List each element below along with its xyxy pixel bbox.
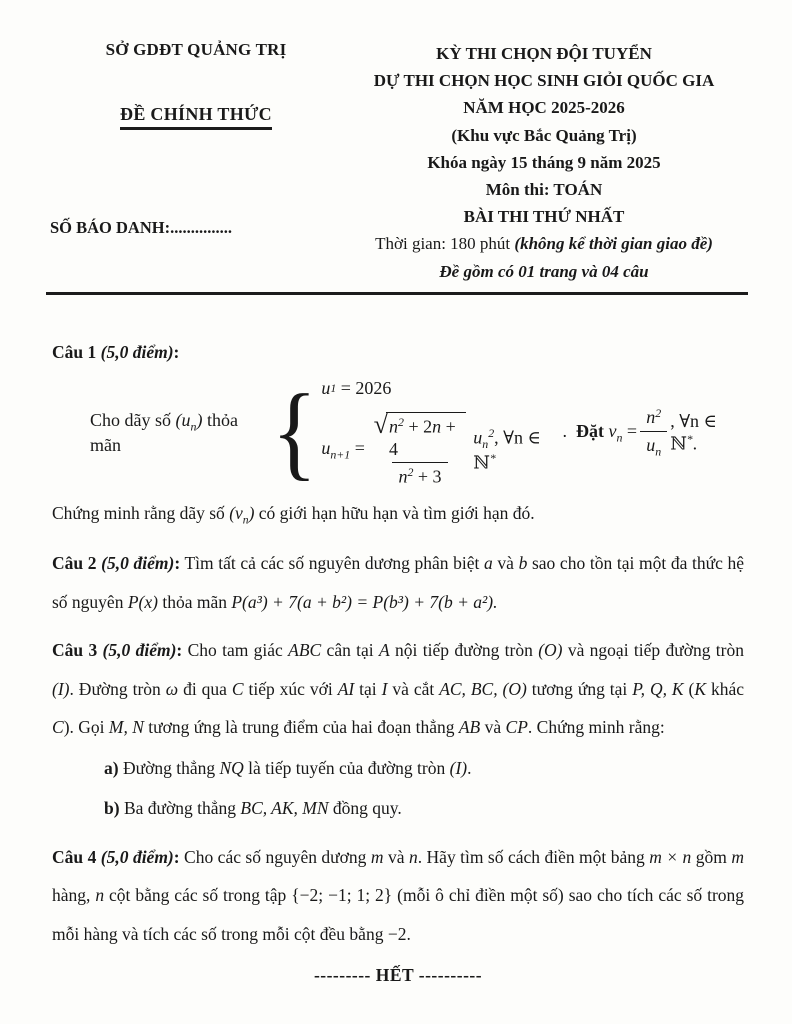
text-segment: Đặt — [575, 421, 609, 442]
exam-date-line: Khóa ngày 15 tháng 9 năm 2025 — [427, 152, 661, 172]
text-segment: b) — [104, 798, 120, 819]
exam-subject-line: Môn thi: TOÁN — [485, 179, 603, 199]
end-marker: --------- HẾT ---------- — [313, 965, 483, 986]
text-segment: n — [95, 885, 105, 906]
text-segment: hàng, — [52, 885, 96, 906]
text-segment: và — [383, 846, 409, 867]
text-segment: (mỗi ô chỉ điền một số) sao cho tích các số trong mỗi hàng và tích các số trong mỗi cột đều bằng — [52, 885, 745, 944]
text-segment: (5,0 điểm) — [102, 640, 177, 661]
text-segment: = — [350, 438, 370, 459]
text-segment: : — [173, 846, 180, 867]
text-segment: ω — [165, 678, 179, 699]
text-segment: Đường thẳng — [118, 757, 220, 778]
text-segment: (5,0 điểm) — [100, 341, 174, 362]
text-segment: n+1 — [330, 447, 351, 462]
question-1-conclusion — [52, 494, 744, 534]
fraction-1 — [370, 409, 471, 489]
text-segment: C — [52, 717, 64, 738]
text-segment: Cho dãy số — [90, 409, 176, 430]
exam-body — [0, 295, 792, 986]
fraction-2-numerator — [642, 406, 665, 431]
text-segment: AB — [458, 717, 481, 738]
text-segment: v — [608, 421, 617, 442]
question-3 — [52, 631, 744, 747]
text-segment: : — [173, 341, 180, 362]
question-2 — [52, 544, 744, 621]
text-segment: b — [518, 553, 528, 574]
text-segment: Thời gian: 180 phút — [375, 234, 515, 254]
text-segment: , — [494, 427, 504, 448]
text-segment: = 2026 — [336, 378, 392, 399]
text-segment: n — [389, 416, 398, 437]
text-segment: ) — [196, 409, 203, 430]
text-segment: u — [321, 438, 331, 459]
header-right — [342, 40, 746, 285]
text-segment: 2 — [488, 425, 495, 440]
text-segment: AC, BC, (O) — [439, 678, 527, 699]
question-1-formula — [90, 373, 744, 491]
question-1-set-definition — [562, 420, 642, 445]
text-segment: và — [480, 717, 506, 738]
text-segment: tương ứng tại — [526, 678, 633, 699]
header — [0, 0, 792, 285]
text-segment: . — [562, 421, 576, 442]
text-segment: n — [616, 430, 623, 445]
text-segment: : — [174, 553, 181, 574]
text-segment: = — [622, 421, 642, 442]
exam-region-line: (Khu vực Bắc Quảng Trị) — [451, 125, 637, 145]
text-segment: 2 — [398, 414, 404, 429]
official-exam-label: ĐỀ CHÍNH THỨC — [120, 104, 272, 130]
recurrence-lhs — [321, 437, 370, 462]
text-segment: thỏa mãn — [157, 591, 232, 612]
text-segment: . — [692, 433, 698, 454]
text-segment: thỏa mãn — [90, 409, 243, 456]
question-3-item-a — [104, 749, 744, 788]
text-segment: Ba đường thẳng — [119, 798, 241, 819]
text-segment: n — [408, 846, 418, 867]
text-segment: Cho các số nguyên dương — [179, 846, 371, 867]
text-segment: Câu 4 — [52, 846, 101, 867]
text-segment: (I) — [52, 678, 70, 699]
text-segment: ( — [683, 678, 695, 699]
text-segment: n — [482, 436, 489, 451]
question-1-intro — [90, 409, 263, 457]
question-4 — [52, 838, 744, 954]
recurrence-tail — [473, 426, 562, 475]
text-segment: m — [370, 846, 384, 867]
text-segment: (v — [229, 503, 243, 524]
fraction-2-denominator — [640, 431, 667, 459]
exam-pages-note: Đề gồm có 01 trang và 04 câu — [439, 261, 649, 281]
text-segment: . Hãy tìm số cách điền một bảng — [417, 846, 650, 867]
text-segment: n — [655, 444, 662, 459]
text-segment: nội tiếp đường tròn — [389, 640, 539, 661]
text-segment: n — [646, 407, 656, 428]
text-segment: BC, AK, MN — [240, 798, 329, 819]
equation-system — [321, 377, 562, 488]
text-segment: Tìm tất cả các số nguyên dương phân biệt — [180, 553, 485, 574]
system-brace-icon: { — [271, 373, 318, 491]
text-segment: cân tại — [321, 640, 380, 661]
text-segment: tại — [354, 678, 382, 699]
text-segment: ∀n ∈ ℕ — [670, 410, 722, 454]
text-segment: −2. — [387, 923, 411, 944]
fraction-1-denominator — [392, 462, 447, 488]
text-segment: cột bằng các số trong tập — [104, 885, 292, 906]
text-segment: 1 — [330, 381, 337, 396]
text-segment: P, Q, K — [632, 678, 684, 699]
text-segment: . Chứng minh rằng: — [527, 717, 665, 738]
text-segment: Chứng minh rằng dãy số — [52, 503, 230, 524]
text-segment: M, N — [108, 717, 144, 738]
text-segment: Câu 2 — [52, 553, 102, 574]
equation-initial-term — [321, 377, 391, 400]
text-segment: n — [190, 419, 197, 434]
radicand — [386, 412, 466, 461]
text-segment: (O) — [538, 640, 563, 661]
text-segment: . — [467, 757, 472, 778]
text-segment: n — [242, 514, 249, 527]
text-segment: P(x) — [127, 591, 158, 612]
text-segment: ). Gọi — [63, 717, 109, 738]
question-1-heading — [52, 333, 744, 372]
text-segment: I — [381, 678, 388, 699]
text-segment: (u — [175, 409, 191, 430]
text-segment: 2 — [655, 406, 662, 421]
header-left — [50, 40, 342, 285]
exam-part-line: BÀI THI THỨ NHẤT — [463, 207, 625, 227]
text-segment: và cắt — [387, 678, 440, 699]
text-segment: + 2 — [403, 416, 433, 437]
text-segment: tiếp xúc với — [243, 678, 338, 699]
text-segment: AI — [337, 678, 355, 699]
text-segment: là tiếp tuyến của đường tròn — [243, 757, 450, 778]
text-segment: gồm — [691, 846, 732, 867]
text-segment: ∀n ∈ ℕ — [473, 427, 546, 473]
exam-title-line3: NĂM HỌC 2025-2026 — [463, 98, 625, 118]
department-name: SỞ GDĐT QUẢNG TRỊ — [105, 40, 287, 59]
exam-title-line1: KỲ THI CHỌN ĐỘI TUYỂN — [436, 44, 652, 63]
question-3-item-b — [104, 789, 744, 828]
text-segment: ) — [248, 503, 255, 524]
text-segment: * — [489, 451, 496, 466]
fraction-1-numerator — [370, 409, 471, 463]
text-segment: 2 — [407, 465, 414, 480]
text-segment: đồng quy. — [328, 798, 402, 819]
text-segment: m — [731, 846, 744, 867]
text-segment: u — [473, 427, 483, 448]
text-segment: : — [176, 640, 183, 661]
text-segment: {−2; −1; 1; 2} — [291, 885, 393, 906]
text-segment: Câu 3 — [52, 640, 103, 661]
candidate-number-label: SỐ BÁO DANH:............... — [50, 218, 232, 237]
question-1-formula-tail — [670, 410, 744, 456]
text-segment: NQ — [219, 757, 244, 778]
text-segment: P(a³) + 7(a + b²) = P(b³) + 7(b + a²). — [231, 591, 498, 612]
fraction-2 — [640, 406, 667, 459]
text-segment: + 4 — [389, 416, 461, 459]
text-segment: (5,0 điểm) — [101, 553, 175, 574]
text-segment: a) — [104, 757, 119, 778]
text-segment: sao cho tồn tại một đa thức hệ số nguyên — [52, 553, 744, 612]
text-segment: ABC — [288, 640, 322, 661]
text-segment: C — [231, 678, 244, 699]
text-segment: + 3 — [413, 466, 442, 487]
text-segment: u — [321, 378, 331, 399]
text-segment: đi qua — [178, 678, 232, 699]
sqrt-icon: √ — [373, 409, 388, 439]
text-segment: tương ứng là trung điểm của hai đoạn thẳng — [143, 717, 459, 738]
text-segment: (không kể thời gian giao đề) — [514, 234, 713, 254]
text-segment: và ngoại tiếp đường tròn — [562, 640, 744, 661]
text-segment: u — [646, 434, 656, 455]
text-segment: m × n — [649, 846, 692, 867]
text-segment: Cho tam giác — [182, 640, 289, 661]
text-segment: có giới hạn hữu hạn và tìm giới hạn đó. — [254, 503, 535, 524]
official-exam-wrap — [50, 104, 342, 130]
text-segment: a — [484, 553, 493, 574]
text-segment: (I) — [449, 757, 468, 778]
text-segment: A — [379, 640, 390, 661]
text-segment: n — [432, 416, 442, 437]
text-segment: n — [398, 466, 408, 487]
text-segment: (5,0 điểm) — [100, 846, 174, 867]
text-segment: . Đường tròn — [69, 678, 166, 699]
text-segment: K — [694, 678, 707, 699]
text-segment: và — [492, 553, 519, 574]
text-segment: * — [686, 432, 693, 447]
exam-duration-line — [342, 230, 746, 257]
equation-recurrence — [321, 409, 562, 489]
text-segment: khác — [706, 678, 745, 699]
text-segment: CP — [505, 717, 528, 738]
exam-title-line2: DỰ THI CHỌN HỌC SINH GIỎI QUỐC GIA — [373, 71, 715, 91]
text-segment: Câu 1 — [52, 341, 101, 362]
text-segment: , — [670, 410, 680, 431]
